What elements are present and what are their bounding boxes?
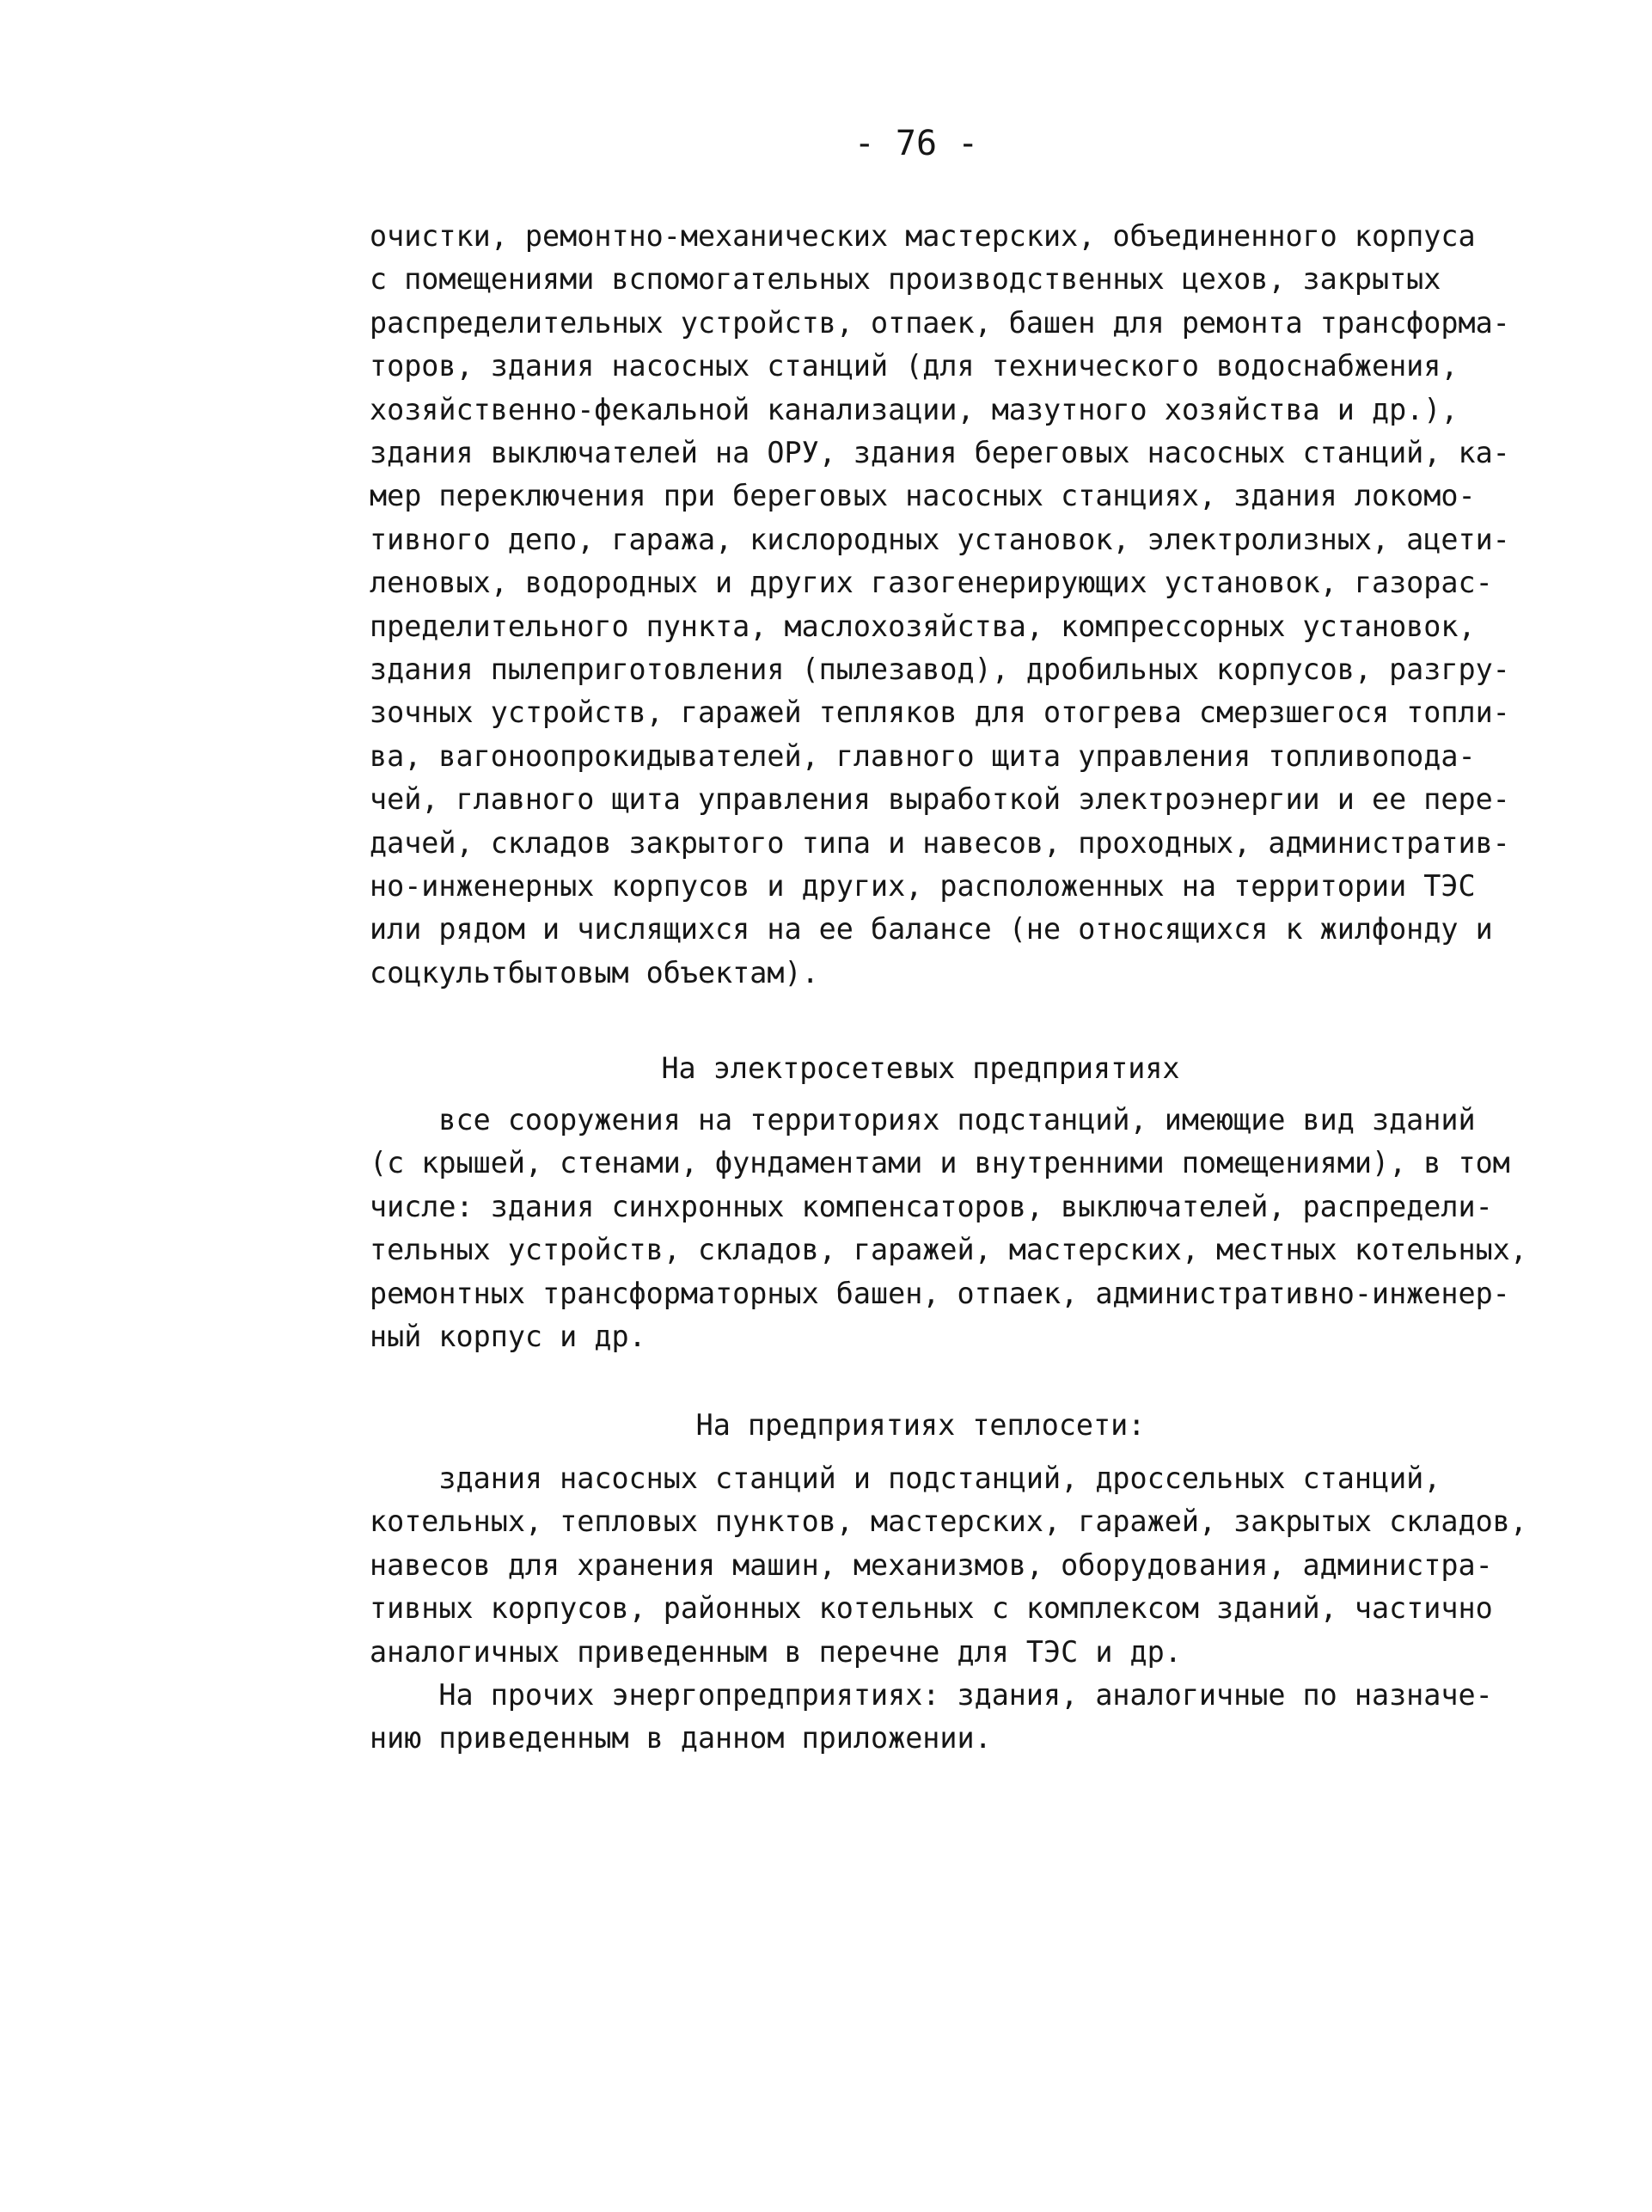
text-line: дачей, складов закрытого типа и навесов, проходных, административ-: [370, 825, 1510, 860]
section-heading-heat-network: На предприятиях теплосети:: [695, 1408, 1146, 1442]
text-line: торов, здания насосных станций (для технического водоснабжения,: [370, 349, 1459, 383]
text-line: мер переключения при береговых насосных станциях, здания локомо-: [370, 479, 1476, 513]
text-line: аналогичных приведенным в перечне для ТЭС и др.: [370, 1634, 1182, 1669]
text-line: ва, вагоноопрокидывателей, главного щита управления топливопода-: [370, 738, 1476, 773]
text-line: пределительного пункта, маслохозяйства, компрессорных установок,: [370, 609, 1476, 643]
section-heading-grid-enterprises: На электросетевых предприятиях: [661, 1051, 1180, 1085]
text-line: распределительных устройств, отпаек, башен для ремонта трансформа-: [370, 305, 1510, 340]
text-line: котельных, тепловых пунктов, мастерских, гаражей, закрытых складов,: [370, 1504, 1527, 1539]
text-line: тивных корпусов, районных котельных с комплексом зданий, частично: [370, 1591, 1493, 1626]
text-line: числе: здания синхронных компенсаторов, выключателей, распредели-: [370, 1189, 1493, 1223]
text-line: тельных устройств, складов, гаражей, мастерских, местных котельных,: [370, 1233, 1527, 1267]
page-number: - 76 -: [854, 124, 979, 163]
text-line: хозяйственно-фекальной канализации, мазутного хозяйства и др.),: [370, 392, 1459, 426]
text-line: нию приведенным в данном приложении.: [370, 1721, 992, 1756]
text-line: чей, главного щита управления выработкой электроэнергии и ее пере-: [370, 782, 1510, 817]
text-line: тивного депо, гаража, кислородных установок, электролизных, ацети-: [370, 522, 1510, 556]
text-line: леновых, водородных и других газогенерирующих установок, газорас-: [370, 566, 1493, 600]
text-line: навесов для хранения машин, механизмов, оборудования, администра-: [370, 1547, 1493, 1582]
text-line: очистки, ремонтно-механических мастерских, объединенного корпуса: [370, 219, 1476, 253]
text-line: соцкультбытовым объектам).: [370, 955, 819, 990]
text-line: здания выключателей на ОРУ, здания береговых насосных станций, ка-: [370, 436, 1510, 469]
text-line: На прочих энергопредприятиях: здания, аналогичные по назначе-: [370, 1678, 1493, 1712]
text-line: зочных устройств, гаражей тепляков для отогрева смерзшегося топли-: [370, 695, 1510, 730]
text-line: с помещениями вспомогательных производственных цехов, закрытых: [370, 262, 1441, 297]
text-line: здания насосных станций и подстанций, дроссельных станций,: [370, 1461, 1441, 1495]
text-line: ный корпус и др.: [370, 1320, 646, 1353]
text-line: или рядом и числящихся на ее балансе (не относящихся к жилфонду и: [370, 912, 1493, 947]
text-line: здания пылеприготовления (пылезавод), дробильных корпусов, разгру-: [370, 653, 1510, 686]
text-line: (с крышей, стенами, фундаментами и внутренними помещениями), в том: [370, 1146, 1510, 1180]
text-line: но-инженерных корпусов и других, расположенных на территории ТЭС: [370, 869, 1476, 903]
text-line: ремонтных трансформаторных башен, отпаек, административно-инженер-: [370, 1276, 1510, 1310]
text-line: все сооружения на территориях подстанций, имеющие вид зданий: [370, 1103, 1476, 1137]
